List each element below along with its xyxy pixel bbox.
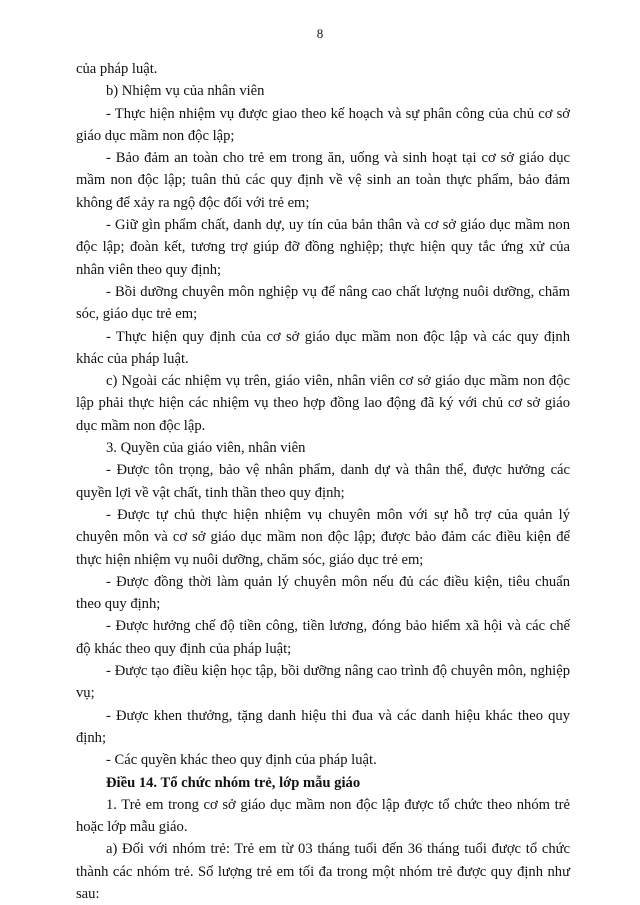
paragraph: của pháp luật. xyxy=(76,61,158,77)
paragraph: - Bồi dưỡng chuyên môn nghiệp vụ để nâng cao chất lượng nuôi dưỡng, chăm sóc, giáo dục trẻ em; xyxy=(76,283,570,323)
paragraph: c) Ngoài các nhiệm vụ trên, giáo viên, nhân viên cơ sở giáo dục mầm non độc lập phải thực hiện các nhiệm vụ theo hợp đồng lao động đã ký với chủ cơ sở giáo dục mầm non độc lập. xyxy=(76,373,570,434)
paragraph: - Bảo đảm an toàn cho trẻ em trong ăn, uống và sinh hoạt tại cơ sở giáo dục mầm non độc lập; tuân thủ các quy định về vệ sinh an toàn thực phẩm, bảo đảm không để xảy ra ngộ độc đối với trẻ em; xyxy=(76,150,570,211)
paragraph: b) Nhiệm vụ của nhân viên xyxy=(106,83,265,100)
paragraph: - Được tự chủ thực hiện nhiệm vụ chuyên môn với sự hỗ trợ của quản lý chuyên môn và cơ sở giáo dục mầm non độc lập; được bảo đảm các điều kiện để thực hiện nhiệm vụ nuôi dưỡng, chăm sóc, giáo dục trẻ em; xyxy=(76,506,570,568)
paragraph: - Giữ gìn phẩm chất, danh dự, uy tín của bản thân và cơ sở giáo dục mầm non độc lập; đoàn kết, tương trợ giúp đỡ đồng nghiệp; thực hiện quy tắc ứng xử của nhân viên theo quy định; xyxy=(76,217,570,278)
document-body xyxy=(76,58,570,905)
paragraph: - Các quyền khác theo quy định của pháp luật. xyxy=(106,752,377,769)
paragraph: 3. Quyền của giáo viên, nhân viên xyxy=(106,440,306,457)
paragraph: 1. Trẻ em trong cơ sở giáo dục mầm non độc lập được tổ chức theo nhóm trẻ hoặc lớp mẫu giáo. xyxy=(76,796,570,836)
paragraph: a) Đối với nhóm trẻ: Trẻ em từ 03 tháng tuổi đến 36 tháng tuổi được tổ chức thành các nhóm trẻ. Số lượng trẻ em tối đa trong một nhóm trẻ được quy định như sau: xyxy=(76,841,570,902)
paragraph: - Thực hiện nhiệm vụ được giao theo kế hoạch và sự phân công của chủ cơ sở giáo dục mầm non độc lập; xyxy=(76,105,570,144)
paragraph: - Thực hiện quy định của cơ sở giáo dục mầm non độc lập và các quy định khác của pháp luật. xyxy=(76,328,570,367)
paragraph: - Được hưởng chế độ tiền công, tiền lương, đóng bảo hiểm xã hội và các chế độ khác theo quy định của pháp luật; xyxy=(76,618,570,657)
paragraph: - Được tạo điều kiện học tập, bồi dưỡng nâng cao trình độ chuyên môn, nghiệp vụ; xyxy=(76,663,570,702)
page-number: 8 xyxy=(316,26,324,41)
paragraph: - Được đồng thời làm quản lý chuyên môn nếu đủ các điều kiện, tiêu chuẩn theo quy định; xyxy=(76,573,570,613)
paragraph: - Được tôn trọng, bảo vệ nhân phẩm, danh dự và thân thể, được hưởng các quyền lợi về vật chất, tinh thần theo quy định; xyxy=(76,462,570,501)
article-heading: Điều 14. Tổ chức nhóm trẻ, lớp mẫu giáo xyxy=(106,774,361,791)
paragraph: - Được khen thưởng, tặng danh hiệu thi đua và các danh hiệu khác theo quy định; xyxy=(76,707,570,746)
